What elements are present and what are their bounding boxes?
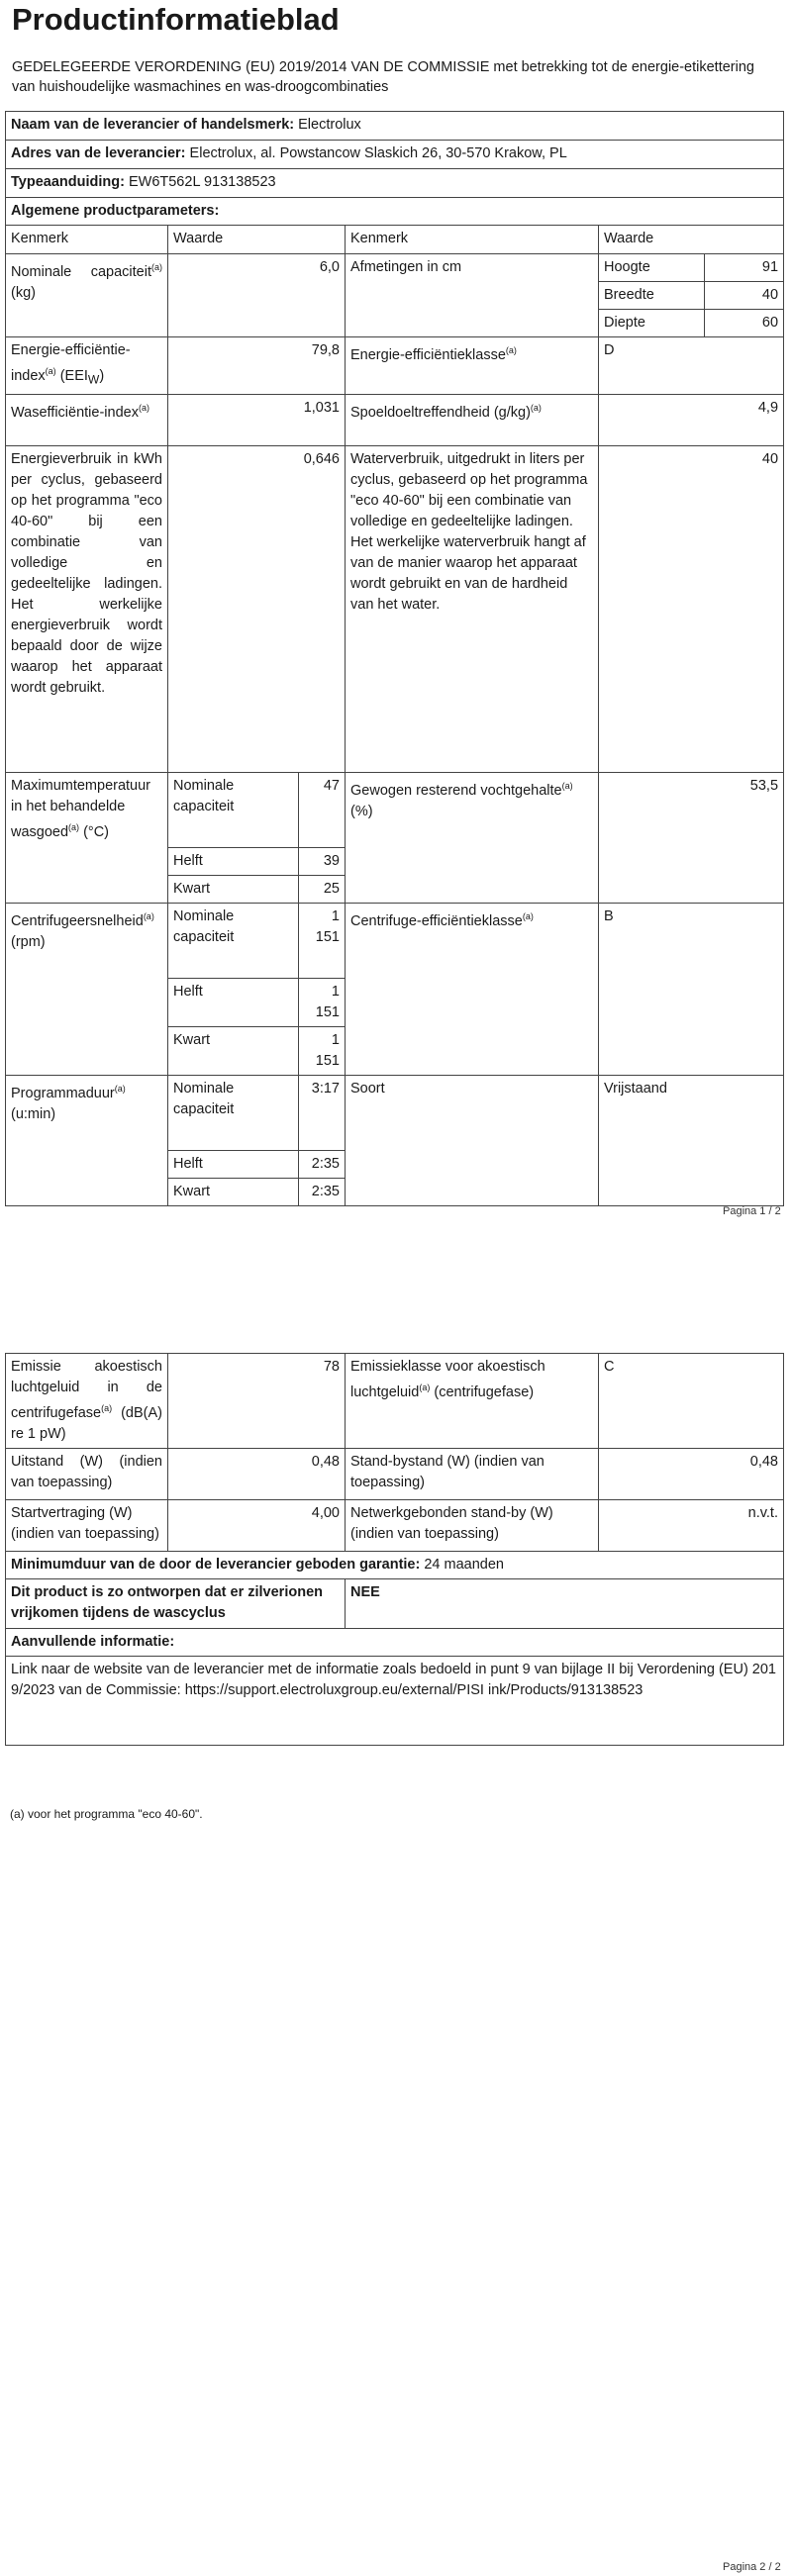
spin-class-value: B [599, 903, 784, 1075]
supplier-name-row: Naam van de leverancier of handelsmerk: Electrolux [6, 112, 784, 141]
eei-value: 79,8 [168, 337, 346, 395]
max-temp-half-label: Helft [168, 847, 299, 875]
capacity-label: Nominale capaciteit$^{(a)}$ (kg) [6, 254, 168, 337]
spin-quarter-label: Kwart [168, 1026, 299, 1075]
spin-class-label: Centrifuge-efficiëntieklasse$^{(a)}$ [346, 903, 599, 1075]
eei-label: Energie-efficiëntie-index$^{(a)}$ $(EEI_W)$ [6, 337, 168, 395]
duration-full: 3:17 [299, 1075, 346, 1150]
dimensions-label: Afmetingen in cm [346, 254, 599, 337]
footnote: (a) voor het programma "eco 40-60". [10, 1807, 203, 1821]
width-value: 40 [705, 282, 784, 310]
regulation-intro: GEDELEGEERDE VERORDENING (EU) 2019/2014 VAN DE COMMISSIE met betrekking tot de energie-etikettering van huishoudelijke wasmachines en was-droogcombinaties [12, 59, 754, 95]
spin-full: 1 151 [299, 903, 346, 978]
capacity-value: 6,0 [168, 254, 346, 337]
standby-value: 0,48 [599, 1448, 784, 1499]
duration-quarter-label: Kwart [168, 1178, 299, 1205]
additional-info-text: Link naar de website van de leverancier met de informatie zoals bedoeld in punt 9 van bijlage II bij Verordening (EU) 2019/2023 van de Commissie: https://support.electroluxgroup.eu/external/PISI ink/Products/913138523 [6, 1656, 784, 1745]
noise-class-value: C [599, 1354, 784, 1449]
duration-full-label: Nominale capaciteit [168, 1075, 299, 1150]
spin-half-label: Helft [168, 978, 299, 1026]
energy-cons-label: Energieverbruik in kWh per cyclus, gebaseerd op het programma "eco 40-60" bij een combinatie van volledige en gedeeltelijke ladingen. Het werkelijke energieverbruik wordt bepaald door de wijze waarop het apparaat wordt gebruikt. [6, 445, 168, 772]
page-title: Productinformatieblad [12, 2, 340, 37]
moisture-label: Gewogen resterend vochtgehalte$^{(a)}$ (%) [346, 772, 599, 903]
max-temp-full-label: Nominale capaciteit [168, 772, 299, 847]
additional-info-heading: Aanvullende informatie: [6, 1628, 784, 1656]
type-value: Vrijstaand [599, 1075, 784, 1205]
standby-label: Stand-bystand (W) (indien van toepassing) [346, 1448, 599, 1499]
water-cons-label: Waterverbruik, uitgedrukt in liters per cyclus, gebaseerd op het programma "eco 40-60" bij een combinatie van volledige en gedeeltelijke ladingen. Het werkelijke waterverbruik hangt af van de manier waarop het apparaat wordt gebruikt en van de hardheid van het water. [346, 445, 599, 772]
general-params-heading: Algemene productparameters: [6, 198, 784, 226]
duration-label: Programmaduur$^{(a)}$ (u:min) [6, 1075, 168, 1205]
product-info-table [5, 111, 784, 1206]
energy-cons-value: 0,646 [168, 445, 346, 772]
page-number-1: Pagina 1 / 2 [723, 1205, 781, 1217]
supplier-address-row: Adres van de leverancier: Electrolux, al. Powstancow Slaskich 26, 30-570 Krakow, PL [6, 141, 784, 169]
energy-class-label: Energie-efficiëntieklasse$^{(a)}$ [346, 337, 599, 395]
silver-label: Dit product is zo ontworpen dat er zilverionen vrijkomen tijdens de wascyclus [6, 1578, 346, 1628]
duration-half-label: Helft [168, 1150, 299, 1178]
spin-half: 1 151 [299, 978, 346, 1026]
depth-value: 60 [705, 310, 784, 337]
energy-class-value: D [599, 337, 784, 395]
delay-start-label: Startvertraging (W) (indien van toepassing) [6, 1499, 168, 1551]
spin-quarter: 1 151 [299, 1026, 346, 1075]
depth-label: Diepte [599, 310, 705, 337]
max-temp-quarter-label: Kwart [168, 875, 299, 903]
noise-label: Emissie akoestisch luchtgeluid in de centrifugefase$^{(a)}$ (dB(A) re 1 pW) [6, 1354, 168, 1449]
noise-class-label: Emissieklasse voor akoestisch luchtgeluid$^{(a)}$ (centrifugefase) [346, 1354, 599, 1449]
rinse-value: 4,9 [599, 394, 784, 445]
max-temp-label: Maximumtemperatuur in het behandelde wasgoed$^{(a)}$ (°C) [6, 772, 168, 903]
width-label: Breedte [599, 282, 705, 310]
wash-eff-value: 1,031 [168, 394, 346, 445]
wash-eff-label: Wasefficiëntie-index$^{(a)}$ [6, 394, 168, 445]
model-row: Typeaanduiding: EW6T562L 913138523 [6, 169, 784, 198]
header-kenmerk-2: Kenmerk [346, 226, 599, 254]
network-standby-value: n.v.t. [599, 1499, 784, 1551]
duration-half: 2:35 [299, 1150, 346, 1178]
max-temp-full: 47 [299, 772, 346, 847]
max-temp-quarter: 25 [299, 875, 346, 903]
supplier-name: Electrolux [298, 117, 361, 133]
duration-quarter: 2:35 [299, 1178, 346, 1205]
delay-start-value: 4,00 [168, 1499, 346, 1551]
model-identifier: EW6T562L 913138523 [128, 174, 276, 190]
spin-full-label: Nominale capaciteit [168, 903, 299, 978]
warranty-row: Minimumduur van de door de leverancier geboden garantie: 24 maanden [6, 1551, 784, 1578]
off-mode-label: Uitstand (W) (indien van toepassing) [6, 1448, 168, 1499]
height-value: 91 [705, 254, 784, 282]
type-label: Soort [346, 1075, 599, 1205]
supplier-address: Electrolux, al. Powstancow Slaskich 26, 30-570 Krakow, PL [189, 145, 567, 161]
warranty-value: 24 maanden [424, 1556, 504, 1573]
moisture-value: 53,5 [599, 772, 784, 903]
header-kenmerk: Kenmerk [6, 226, 168, 254]
product-info-table-2 [5, 1353, 784, 1746]
spin-speed-label: Centrifugeersnelheid$^{(a)}$ (rpm) [6, 903, 168, 1075]
header-waarde: Waarde [168, 226, 346, 254]
off-mode-value: 0,48 [168, 1448, 346, 1499]
height-label: Hoogte [599, 254, 705, 282]
page-number-2: Pagina 2 / 2 [723, 2561, 781, 2573]
rinse-label: Spoeldoeltreffendheid $(g/kg)^{(a)}$ [346, 394, 599, 445]
max-temp-half: 39 [299, 847, 346, 875]
water-cons-value: 40 [599, 445, 784, 772]
network-standby-label: Netwerkgebonden stand-by (W) (indien van toepassing) [346, 1499, 599, 1551]
silver-value: NEE [346, 1578, 784, 1628]
noise-value: 78 [168, 1354, 346, 1449]
header-waarde-2: Waarde [599, 226, 784, 254]
